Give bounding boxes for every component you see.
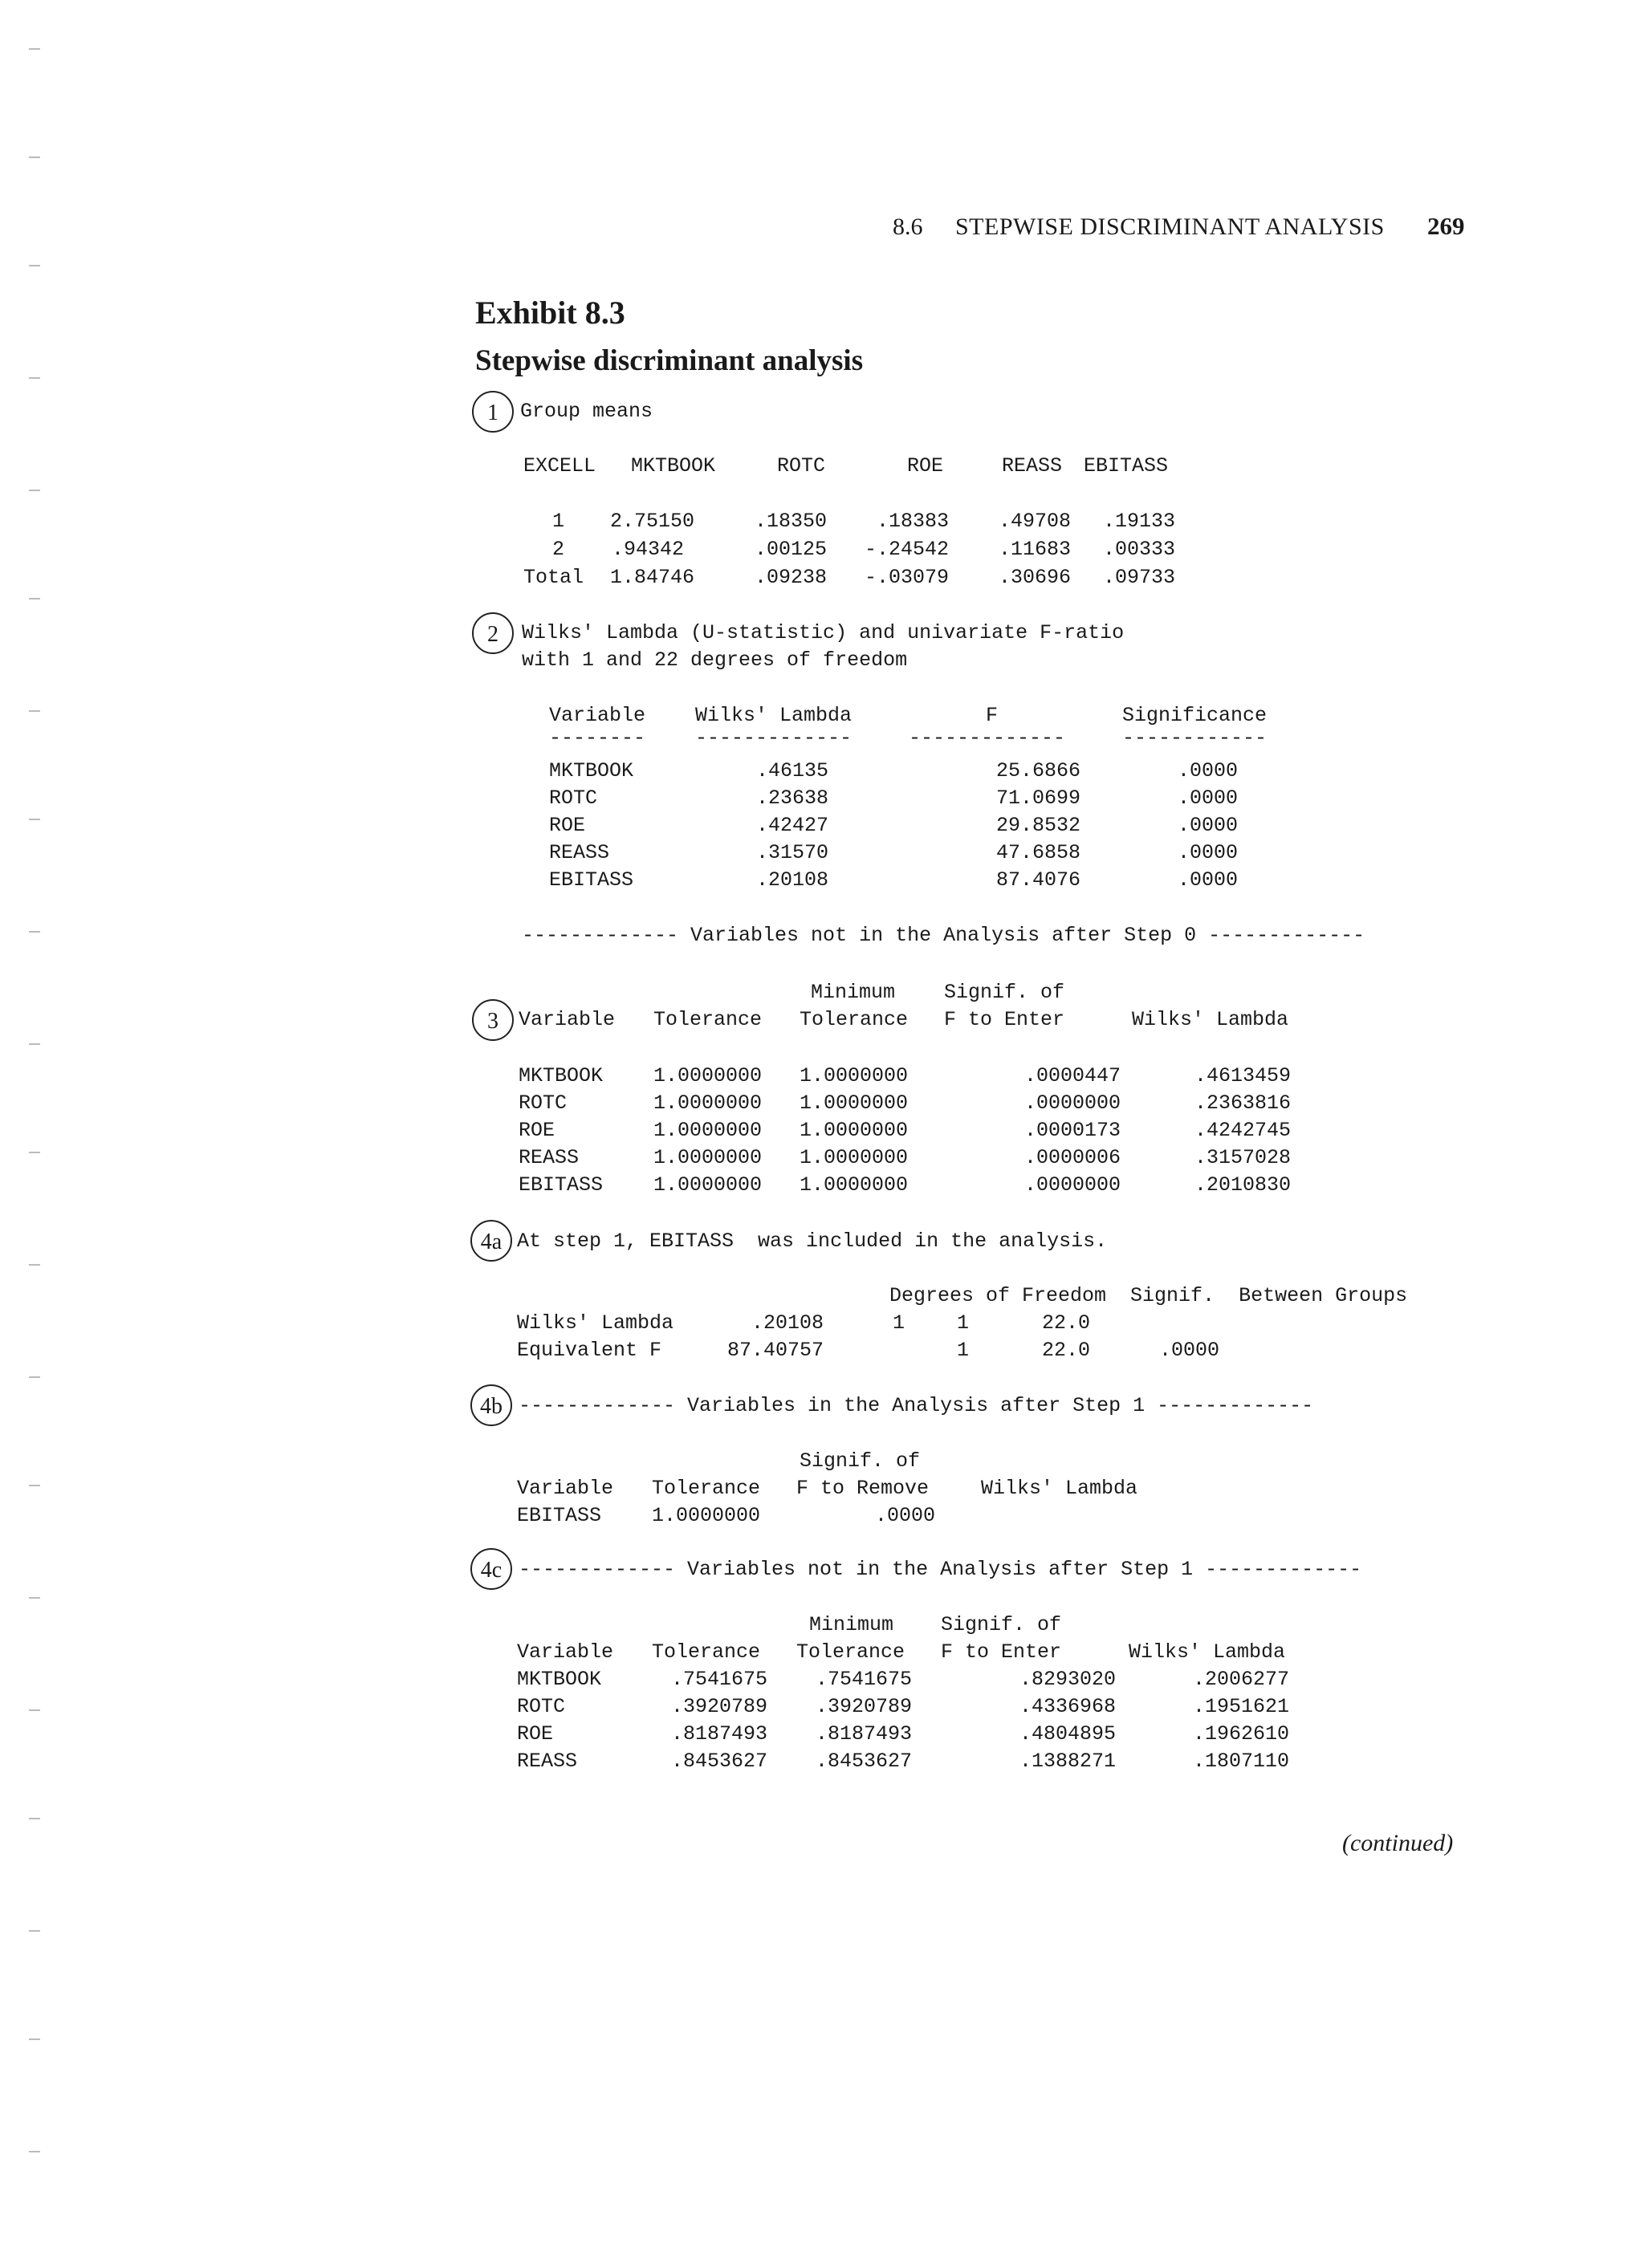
marker-4c: 4c: [470, 1548, 512, 1590]
header-rule: ------------: [1122, 726, 1268, 750]
section-title: STEPWISE DISCRIMINANT ANALYSIS: [955, 213, 1385, 240]
col-header: Variable: [549, 704, 646, 727]
table-cell: -.24542: [864, 538, 949, 561]
table-cell: 1.0000000: [800, 1091, 909, 1115]
table-cell: 1.0000000: [652, 1504, 761, 1527]
wilks-description-line2: with 1 and 22 degrees of freedom: [522, 648, 908, 672]
marker-2: 2: [472, 612, 514, 654]
header-rule: -------------: [695, 726, 853, 750]
table-cell: MKTBOOK: [519, 1064, 604, 1087]
continued-note: (continued): [1342, 1830, 1454, 1856]
section-number: 8.6: [893, 213, 923, 240]
table-cell: .3920789: [815, 1695, 912, 1718]
table-cell: .4336968: [1019, 1695, 1116, 1718]
table-cell: 1.0000000: [653, 1119, 763, 1142]
col-header: Tolerance: [796, 1640, 905, 1664]
table-cell: .18350: [754, 510, 827, 533]
table-cell: .94342: [611, 538, 684, 561]
table-cell: MKTBOOK: [517, 1668, 602, 1691]
table-cell: .2010830: [1194, 1173, 1291, 1197]
table-cell: EBITASS: [549, 868, 634, 892]
table-cell: MKTBOOK: [549, 759, 634, 782]
table-cell: .19133: [1102, 510, 1175, 533]
table-cell: .0000447: [1023, 1064, 1121, 1087]
table-cell: 29.8532: [995, 814, 1080, 837]
table-cell: 1.0000000: [653, 1064, 763, 1087]
col-header: Significance: [1122, 704, 1268, 727]
table-cell: 1.0000000: [800, 1119, 909, 1142]
table-cell: 1.0000000: [653, 1091, 763, 1115]
table-cell: .00333: [1102, 538, 1175, 561]
col-header-top: Signif. of: [800, 1449, 921, 1473]
table-cell: ROE: [549, 814, 586, 837]
table-cell: .09238: [754, 566, 827, 589]
col-header: Variable: [517, 1477, 614, 1500]
table-cell: REASS: [517, 1750, 578, 1773]
table-cell: .4613459: [1194, 1064, 1291, 1087]
marker-4a: 4a: [470, 1220, 512, 1262]
step1-description: At step 1, EBITASS was included in the analysis.: [517, 1230, 1108, 1253]
table-cell: 71.0699: [995, 786, 1080, 810]
header-rule: --------: [549, 726, 646, 750]
col-header: F to Enter: [941, 1640, 1062, 1664]
col-header: Tolerance: [652, 1640, 761, 1664]
group-means-label: Group means: [520, 400, 653, 423]
col-header: EBITASS: [1084, 454, 1169, 478]
table-cell: .42427: [755, 814, 828, 837]
table-cell: Equivalent F: [517, 1339, 662, 1362]
step1-not-in-divider: ------------- Variables not in the Analysis after Step 1 -------------: [519, 1558, 1362, 1581]
table-cell: 1.0000000: [800, 1146, 909, 1169]
col-header: Tolerance: [800, 1008, 909, 1031]
col-header: Tolerance: [652, 1477, 761, 1500]
col-header: F to Remove: [796, 1477, 930, 1500]
col-header: Variable: [519, 1008, 616, 1031]
table-cell: Wilks' Lambda: [517, 1311, 674, 1335]
table-cell: .30696: [998, 566, 1071, 589]
table-cell: .4804895: [1019, 1722, 1116, 1746]
table-cell: 87.4076: [995, 868, 1080, 892]
table-cell: .31570: [755, 841, 828, 864]
table-cell: .20108: [751, 1311, 824, 1335]
table-cell: .00125: [754, 538, 827, 561]
col-header: Wilks' Lambda: [981, 1477, 1138, 1500]
table-cell: 1: [957, 1311, 970, 1335]
table-cell: 22.0: [1042, 1339, 1091, 1362]
table-cell: .3920789: [670, 1695, 767, 1718]
col-header: ROTC: [777, 454, 826, 478]
table-cell: 1.84746: [610, 566, 695, 589]
table-cell: .2363816: [1194, 1091, 1291, 1115]
table-cell: ROTC: [517, 1695, 566, 1718]
exhibit-title: Stepwise discriminant analysis: [475, 344, 864, 377]
table-cell: 87.40757: [726, 1339, 824, 1362]
table-cell: .0000: [1159, 1339, 1220, 1362]
col-header: F to Enter: [944, 1008, 1065, 1031]
col-header-top: Signif. of: [941, 1613, 1062, 1636]
col-header-top: Minimum: [809, 1613, 894, 1636]
table-cell: 2: [552, 538, 565, 561]
table-cell: .1962610: [1192, 1722, 1289, 1746]
table-cell: .0000: [875, 1504, 936, 1527]
table-cell: .09733: [1102, 566, 1175, 589]
table-cell: .0000006: [1023, 1146, 1121, 1169]
table-cell: .3157028: [1194, 1146, 1291, 1169]
table-cell: .0000: [1177, 841, 1238, 864]
col-header: Wilks' Lambda: [1129, 1640, 1286, 1664]
table-cell: -.03079: [864, 566, 949, 589]
table-cell: .0000: [1177, 759, 1238, 782]
table-cell: 1.0000000: [800, 1173, 909, 1197]
table-cell: EBITASS: [519, 1173, 604, 1197]
wilks-description-line1: Wilks' Lambda (U-statistic) and univariate F-ratio: [522, 621, 1125, 644]
step1-in-divider: ------------- Variables in the Analysis after Step 1 -------------: [519, 1394, 1314, 1417]
table-cell: .8293020: [1019, 1668, 1116, 1691]
col-header: Tolerance: [653, 1008, 763, 1031]
table-cell: .7541675: [815, 1668, 912, 1691]
table-cell: ROTC: [519, 1091, 568, 1115]
marker-1: 1: [472, 391, 514, 433]
table-cell: .1388271: [1019, 1750, 1116, 1773]
table-cell: .20108: [755, 868, 828, 892]
col-header: Wilks' Lambda: [1132, 1008, 1289, 1031]
table-cell: .8187493: [670, 1722, 767, 1746]
step0-divider: ------------- Variables not in the Analysis after Step 0 -------------: [522, 924, 1365, 947]
table-cell: .0000000: [1023, 1091, 1121, 1115]
col-header: EXCELL: [523, 454, 596, 478]
table-cell: 2.75150: [610, 510, 695, 533]
col-header: Variable: [517, 1640, 614, 1664]
table-cell: 1: [552, 510, 565, 533]
table-cell: 1.0000000: [653, 1173, 763, 1197]
col-header: REASS: [1002, 454, 1063, 478]
marker-3: 3: [472, 999, 514, 1041]
table-cell: .8453627: [670, 1750, 767, 1773]
table-cell: .46135: [755, 759, 828, 782]
step1-header: Degrees of Freedom Signif. Between Groups: [889, 1284, 1408, 1307]
exhibit-number: Exhibit 8.3: [475, 295, 625, 331]
table-cell: .1807110: [1192, 1750, 1289, 1773]
table-cell: .23638: [755, 786, 828, 810]
table-cell: .0000: [1177, 814, 1238, 837]
table-cell: .49708: [998, 510, 1071, 533]
table-cell: .7541675: [670, 1668, 767, 1691]
table-cell: .0000000: [1023, 1173, 1121, 1197]
table-cell: .0000173: [1023, 1119, 1121, 1142]
table-cell: .18383: [876, 510, 949, 533]
col-header-top: Signif. of: [944, 981, 1065, 1004]
table-cell: ROE: [519, 1119, 555, 1142]
table-cell: .8187493: [815, 1722, 912, 1746]
table-cell: .11683: [998, 538, 1071, 561]
table-cell: 1: [957, 1339, 970, 1362]
table-cell: ROE: [517, 1722, 554, 1746]
table-cell: 1.0000000: [653, 1146, 763, 1169]
table-cell: .2006277: [1192, 1668, 1289, 1691]
table-cell: REASS: [549, 841, 610, 864]
table-cell: EBITASS: [517, 1504, 602, 1527]
col-header: Wilks' Lambda: [695, 704, 853, 727]
table-cell: 1.0000000: [800, 1064, 909, 1087]
table-cell: .0000: [1177, 868, 1238, 892]
table-cell: 1: [893, 1311, 905, 1335]
col-header-top: Minimum: [811, 981, 896, 1004]
table-cell: 22.0: [1042, 1311, 1091, 1335]
table-cell: REASS: [519, 1146, 580, 1169]
col-header: ROE: [907, 454, 944, 478]
col-header: F: [986, 704, 999, 727]
page-number: 269: [1427, 212, 1465, 240]
table-cell: ROTC: [549, 786, 598, 810]
col-header: MKTBOOK: [631, 454, 716, 478]
table-cell: .0000: [1177, 786, 1238, 810]
header-rule: -------------: [909, 726, 1066, 750]
table-cell: .4242745: [1194, 1119, 1291, 1142]
table-cell: .1951621: [1192, 1695, 1289, 1718]
marker-4b: 4b: [470, 1384, 512, 1426]
table-cell: Total: [523, 566, 584, 589]
table-cell: 47.6858: [995, 841, 1080, 864]
table-cell: .8453627: [815, 1750, 912, 1773]
table-cell: 25.6866: [995, 759, 1080, 782]
